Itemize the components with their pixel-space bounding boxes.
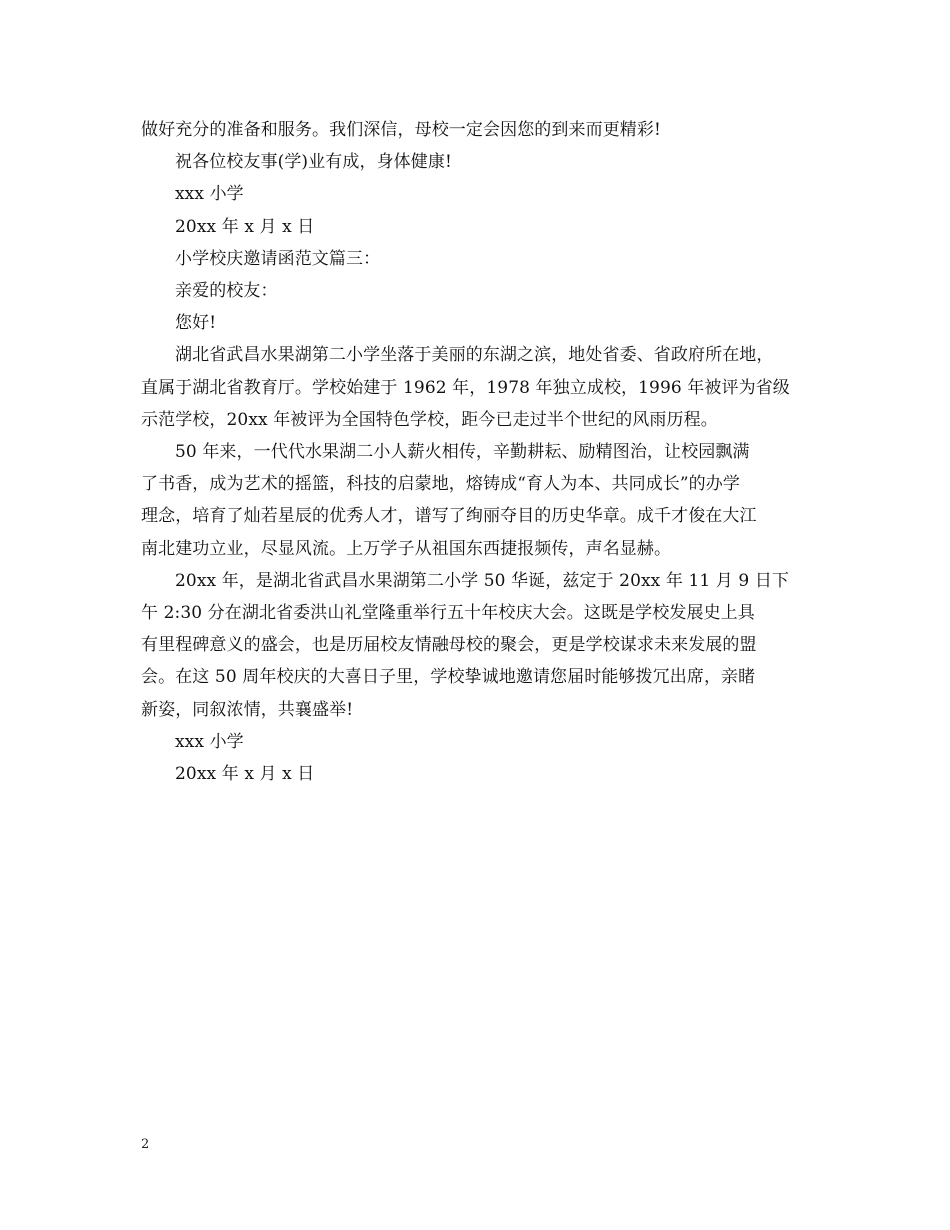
section-heading: 小学校庆邀请函范文篇三： bbox=[175, 248, 381, 269]
paragraph-line: 了书香，成为艺术的摇篮，科技的启蒙地，熔铸成“育人为本、共同成长”的办学 bbox=[141, 474, 740, 495]
paragraph-line: 50 年来，一代代水果湖二小人薪火相传，辛勤耕耘、励精图治，让校园飘满 bbox=[175, 442, 750, 463]
salutation: 亲爱的校友： bbox=[175, 281, 278, 302]
paragraph-line: 午 2:30 分在湖北省委洪山礼堂隆重举行五十年校庆大会。这既是学校发展史上具 bbox=[141, 603, 755, 624]
paragraph-line: 20xx 年，是湖北省武昌水果湖第二小学 50 华诞，兹定于 20xx 年 11 月 9 日下 bbox=[175, 570, 790, 591]
page-number: 2 bbox=[141, 1137, 150, 1152]
signature-date: 20xx 年 x 月 x 日 bbox=[175, 216, 315, 237]
signature-school: xxx 小学 bbox=[175, 184, 244, 205]
paragraph-line: 直属于湖北省教育厅。学校始建于 1962 年，1978 年独立成校，1996 年被评为省级 bbox=[141, 377, 790, 398]
document-body bbox=[141, 114, 811, 790]
paragraph-line: 新姿，同叙浓情，共襄盛举! bbox=[141, 699, 354, 720]
paragraph-line: 示范学校，20xx 年被评为全国特色学校，距今已走过半个世纪的风雨历程。 bbox=[141, 409, 718, 430]
signature-date: 20xx 年 x 月 x 日 bbox=[175, 764, 315, 785]
paragraph-line: 做好充分的准备和服务。我们深信，母校一定会因您的到来而更精彩! bbox=[141, 120, 661, 140]
paragraph-line: 湖北省武昌水果湖第二小学坐落于美丽的东湖之滨，地处省委、省政府所在地， bbox=[175, 345, 774, 366]
paragraph-line: 有里程碑意义的盛会，也是历届校友情融母校的聚会，更是学校谋求未来发展的盟 bbox=[141, 635, 757, 656]
closing-wish: 祝各位校友事(学)业有成，身体健康! bbox=[175, 152, 452, 173]
paragraph-line: 理念，培育了灿若星辰的优秀人才，谱写了绚丽夺目的历史华章。成千才俊在大江 bbox=[141, 506, 757, 527]
greeting: 您好! bbox=[175, 313, 217, 334]
paragraph-line: 南北建功立业，尽显风流。上万学子从祖国东西捷报频传，声名显赫。 bbox=[141, 538, 672, 559]
paragraph-line: 会。在这 50 周年校庆的大喜日子里，学校挚诚地邀请您届时能够拨冗出席，亲睹 bbox=[141, 667, 756, 688]
signature-school: xxx 小学 bbox=[175, 731, 244, 752]
